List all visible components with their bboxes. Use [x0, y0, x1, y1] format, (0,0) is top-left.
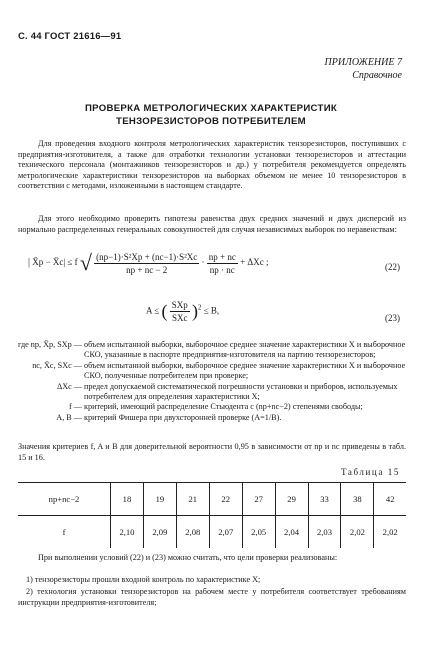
table-row-values: [18, 516, 406, 549]
paragraph-values-note-text: Значения критериев f, A и B для доверительной вероятности 0,95 в зависимости от np и nc приведены в табл. 15 и 16.: [18, 442, 406, 462]
table-cell: 2,05: [242, 516, 275, 549]
table-cell: 2,02: [341, 516, 374, 549]
table-cell: 21: [176, 483, 209, 516]
definition-text: критерий, имеющий распределение Стьюдента с (np+nc−2) степенями свободы;: [84, 402, 363, 412]
table-row-header: [18, 483, 406, 516]
table-cell: 2,10: [111, 516, 144, 549]
definition-text: объем испытанной выборки, выборочное среднее значение характеристики X и выборочное СКО, указанные в паспорте предприятия-изготовителя на партию тензорезисторов;: [84, 340, 406, 360]
definition-key: nc, X̄c, SXc —: [32, 360, 82, 370]
definition-row: [18, 340, 406, 361]
paragraph-conclusion-text: При выполнении условий (22) и (23) можно считать, что цели проверки реализованы:: [38, 553, 338, 562]
definition-key: A, B —: [56, 412, 82, 422]
paragraph-conclusion: [18, 553, 406, 564]
table-cell: 27: [242, 483, 275, 516]
table-cell: 18: [111, 483, 144, 516]
list-item-1-text: 1) тензорезисторы прошли входной контроль по характеристике X;: [26, 575, 261, 584]
definition-row: [18, 382, 406, 403]
definition-row: [18, 402, 406, 412]
title-line-2: ТЕНЗОРЕЗИСТОРОВ ПОТРЕБИТЕЛЕМ: [116, 116, 306, 127]
table-cell: 33: [308, 483, 341, 516]
formula-22-numerator: (np−1)·S²Xp + (nc−1)·S²Xc: [96, 251, 198, 262]
paragraph-hypothesis: [18, 214, 406, 235]
appendix-title: ПРИЛОЖЕНИЕ 7: [324, 57, 402, 68]
table-cell: 2,03: [308, 516, 341, 549]
table-row-label: f: [62, 527, 66, 537]
table-cell: 2,04: [275, 516, 308, 549]
definition-key: f —: [69, 402, 82, 412]
equation-number-22: (22): [385, 262, 400, 272]
definitions-list: [18, 340, 406, 423]
table-caption: Таблица 15: [341, 467, 400, 477]
table-cell: 19: [143, 483, 176, 516]
formula-22-fraction-1: [94, 252, 199, 275]
section-title: [0, 102, 422, 128]
list-item-2-text: 2) технология установки тензорезисторов на рабочем месте у потребителя соответствует требованиям инструкции предприятия-изготовителя;: [18, 587, 406, 607]
table-cell: 22: [209, 483, 242, 516]
formula-23-suffix: ≤ B,: [203, 305, 220, 316]
formula-23-fraction: [170, 300, 190, 323]
table-cell: 38: [341, 483, 374, 516]
formula-23-prefix: A ≤: [146, 305, 160, 316]
formula-23: A ≤ ( $\frac{\text{SXp}}{\text{SXc}}$ )$^2$ ≤ B,: [146, 300, 220, 323]
paragraph-hypothesis-text: Для этого необходимо проверить гипотезы равенства двух средних значений и двух дисперсий из нормально распределенных генеральных совокупностей для случая независимых выборок по неравенствам:: [18, 214, 406, 234]
definition-row: [18, 361, 406, 382]
table-cell: 2,02: [374, 516, 406, 549]
definition-key: где np, X̄p, SXp —: [18, 340, 82, 349]
table-cell: 42: [374, 483, 406, 516]
appendix-label: [325, 56, 403, 82]
formula-22-lhs: X̄p − X̄c| ≤ f: [32, 257, 78, 268]
paragraph-values-note: [18, 442, 406, 463]
equation-number-23: (23): [385, 313, 400, 323]
formula-22-fraction-2: [207, 252, 238, 275]
formula-22-frac2-den: np · nc: [209, 264, 235, 275]
table-row-label: np+nc−2: [18, 483, 111, 516]
page-header: С. 44 ГОСТ 21616—91: [18, 31, 122, 42]
paragraph-intro-text: Для проведения входного контроля метрологических характеристик тензорезисторов, поступивших с предприятия-изготовителя, а также для отработки технологии установки тензорезисторов и аттестации технического персонала (монтажников тензорезисторов и др.) у потребителя рекомендуется определять метрологические характеристики тензорезисторов на выборках объемом не менее 10 тензорезисторов в соответствии с методами, изложенными в настоящем стандарте.: [18, 139, 406, 191]
definition-row: [18, 413, 406, 423]
definition-text: критерий Фишера при двухсторонней проверке (A=1/B).: [84, 412, 282, 422]
table-cell: 2,07: [209, 516, 242, 549]
table-cell: 2,09: [143, 516, 176, 549]
table-15: [18, 482, 406, 548]
table-cell: 29: [275, 483, 308, 516]
appendix-kind: Справочное: [352, 70, 402, 81]
formula-22-tail: + ΔXc ;: [240, 257, 269, 268]
formula-23-num: SXp: [171, 300, 188, 310]
paragraph-intro: [18, 139, 406, 192]
list-item-1: [18, 575, 406, 586]
formula-23-den: SXc: [171, 313, 188, 323]
formula-22-frac2-num: np + nc: [208, 251, 236, 262]
definition-text: объем испытанной выборки, выборочное среднее значение характеристики X и выборочное СКО, полученные потребителем при проверке;: [84, 360, 406, 381]
title-line-1: ПРОВЕРКА МЕТРОЛОГИЧЕСКИХ ХАРАКТЕРИСТИК: [84, 103, 338, 114]
table-cell: 2,08: [176, 516, 209, 549]
formula-22-denominator: np + nc − 2: [126, 264, 168, 275]
list-item-2: [18, 587, 406, 608]
formula-22: | X̄p − X̄c| ≤ f √ $\frac{\text{(np−1)·S²Xp + (nc−1)·S²Xc}}{np + nc - 2}$ · $\frac{np + nc}{np \cdot nc}$ + ΔXc ;: [28, 250, 269, 275]
definition-key: ΔXc —: [56, 381, 82, 391]
definition-text: предел допускаемой систематической погрешности установки и приборов, используемых потребителем для определения характеристики X;: [84, 381, 398, 402]
